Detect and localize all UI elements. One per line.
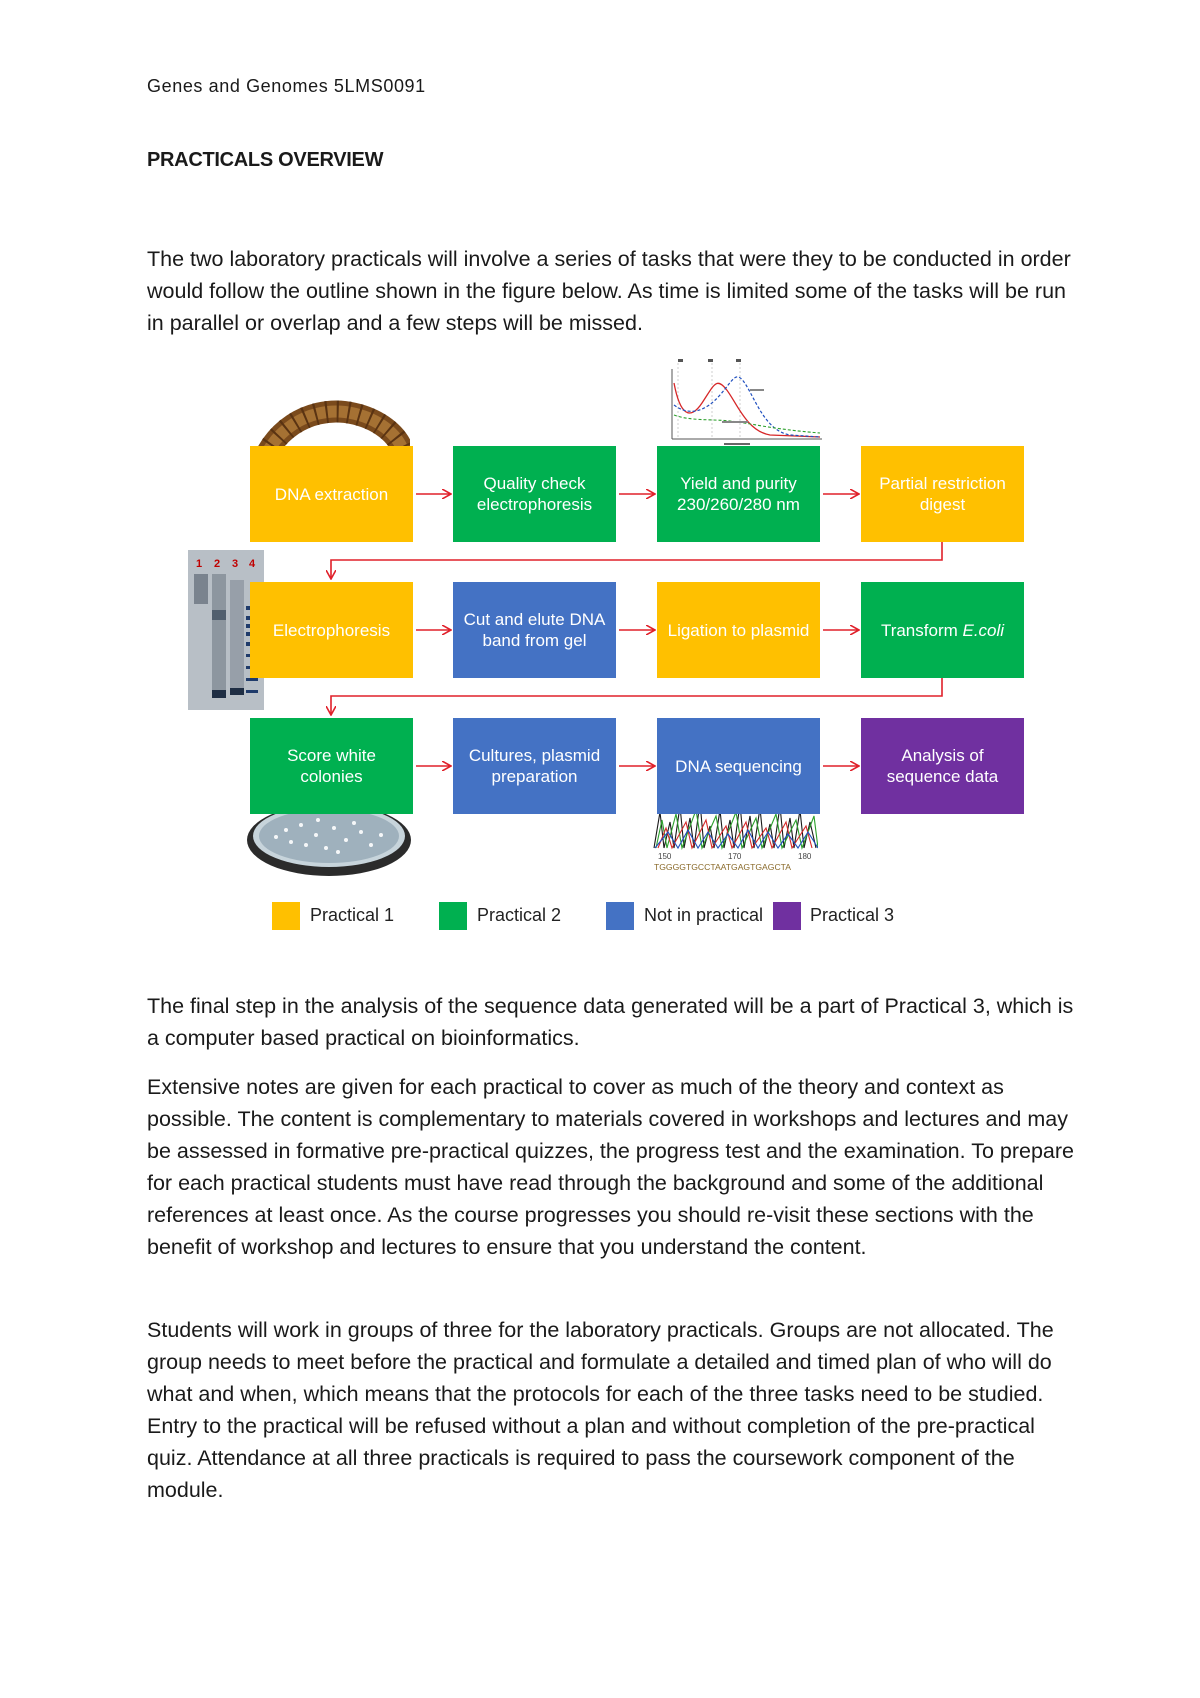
body-paragraph: Extensive notes are given for each practical to cover as much of the theory and context as possible. The content is complementary to materials covered in workshops and lectures and may be assessed in formative pre-practical quizzes, the progress test and the examination. To prepare for each practical students must have read through the background and some of the additional references at least once. As the course progresses you should re-visit these sections with the benefit of workshop and lectures to ensure that you understand the content.: [147, 1075, 1074, 1259]
chromatogram-tick-label: 170: [728, 852, 742, 861]
gel-lane-label: 4: [249, 558, 256, 570]
step-yield-purity: Yield and purity 230/260/280 nm: [657, 446, 820, 542]
step-partial-restriction-digest: Partial restriction digest: [861, 446, 1024, 542]
chromatogram-tick-label: 180: [798, 852, 812, 861]
document-header: Genes and Genomes 5LMS0091: [147, 76, 426, 96]
page-title: PRACTICALS OVERVIEW: [147, 149, 384, 171]
legend-label: Practical 3: [810, 905, 895, 925]
legend-label: Practical 2: [477, 905, 562, 925]
body-paragraph: Students will work in groups of three for the laboratory practicals. Groups are not allocated. The group needs to meet before the practical and formulate a detailed and timed plan of who will do what and when, which means that the protocols for each of the three tasks need to be studied. Entry to the practical will be refused without a plan and without completion of the pre-practical quiz. Attendance at all three practicals is required to pass the coursework component of the module.: [147, 1318, 1054, 1502]
gel-lane-label: 2: [214, 558, 221, 570]
legend-swatch-practical-1: [272, 902, 300, 930]
step-transform-label: Transform: [880, 620, 963, 640]
gel-lane-label: 3: [232, 558, 239, 570]
arrow: [331, 542, 942, 578]
chromatogram-sequence: TGGGGTGCCTAATGAGTGAGCTA: [654, 862, 792, 872]
step-quality-check: Quality check electrophoresis: [453, 446, 616, 542]
legend-swatch-practical-2: [439, 902, 467, 930]
gel-lane-label: 1: [196, 558, 203, 570]
step-dna-extraction: DNA extraction: [250, 446, 413, 542]
body-paragraph: The final step in the analysis of the sequence data generated will be a part of Practical 3, which is a computer based practical on bioinformatics.: [147, 994, 1074, 1050]
step-dna-sequencing: DNA sequencing: [657, 718, 820, 814]
step-transform-organism: E.coli: [962, 620, 1005, 640]
step-score-white-colonies: Score white colonies: [250, 718, 413, 814]
intro-paragraph: The two laboratory practicals will involve a series of tasks that were they to be conducted in order would follow the outline shown in the figure below. As time is limited some of the tasks will be run in parallel or overlap and a few steps will be missed.: [147, 247, 1071, 335]
legend-swatch-practical-3: [773, 902, 801, 930]
legend-label: Practical 1: [310, 905, 395, 925]
step-analysis-sequence-data: Analysis of sequence data: [861, 718, 1024, 814]
step-ligation: Ligation to plasmid: [657, 582, 820, 678]
arrow: [331, 678, 942, 714]
step-electrophoresis: Electrophoresis: [250, 582, 413, 678]
legend-swatch-not-in-practical: [606, 902, 634, 930]
legend-label: Not in practical: [644, 905, 764, 925]
chromatogram-tick-label: 150: [658, 852, 672, 861]
step-cut-elute: Cut and elute DNA band from gel: [453, 582, 616, 678]
step-cultures-plasmid-prep: Cultures, plasmid preparation: [453, 718, 616, 814]
